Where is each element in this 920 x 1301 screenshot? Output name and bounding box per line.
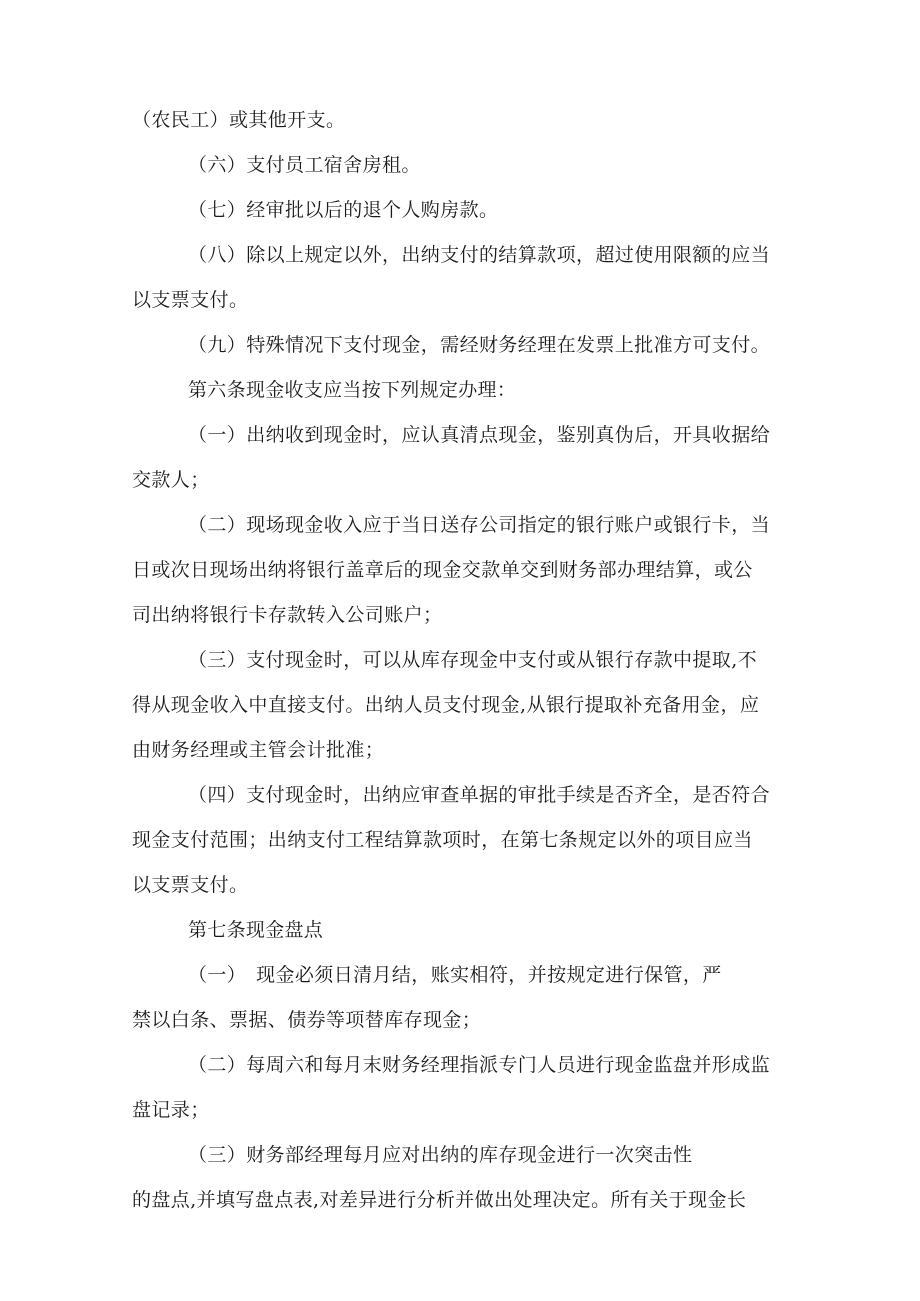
- text-line: （七）经审批以后的退个人购房款。: [188, 199, 499, 221]
- text-line: 以支票支付。: [132, 874, 249, 896]
- text-line: 司出纳将银行卡存款转入公司账户；: [132, 604, 443, 626]
- text-line: （六）支付员工宿舍房租。: [188, 154, 421, 176]
- section-heading: 第六条现金收支应当按下列规定办理：: [188, 379, 517, 401]
- text-line: （二）现场现金收入应于当日送存公司指定的银行账户或银行卡，当: [188, 514, 771, 536]
- text-line: 禁以白条、票据、债券等项替库存现金；: [132, 1009, 482, 1031]
- text-line: 得从现金收入中直接支付。出纳人员支付现金,从银行提取补充备用金，应: [132, 694, 760, 716]
- text-line: 盘记录；: [132, 1099, 210, 1121]
- text-line: （八）除以上规定以外，出纳支付的结算款项，超过使用限额的应当: [188, 244, 771, 266]
- text-line: （农民工）或其他开支。: [132, 109, 346, 131]
- text-line: 交款人；: [132, 469, 210, 491]
- text-line: （一） 现金必须日清月结，账实相符，并按规定进行保管，严: [188, 964, 722, 986]
- text-line: （四）支付现金时，出纳应审查单据的审批手续是否齐全，是否符合: [188, 784, 771, 806]
- text-line: （三）财务部经理每月应对出纳的库存现金进行一次突击性: [188, 1144, 693, 1166]
- text-line: 日或次日现场出纳将银行盖章后的现金交款单交到财务部办理结算，或公: [132, 559, 753, 581]
- text-line: 的盘点,并填写盘点表,对差异进行分析并做出处理决定。所有关于现金长: [132, 1189, 747, 1211]
- text-line: 现金支付范围；出纳支付工程结算款项时，在第七条规定以外的项目应当: [132, 829, 753, 851]
- text-line: （九）特殊情况下支付现金，需经财务经理在发票上批准方可支付。: [188, 334, 771, 356]
- section-heading: 第七条现金盘点: [188, 919, 324, 941]
- text-line: （三）支付现金时，可以从库存现金中支付或从银行存款中提取,不: [188, 649, 758, 671]
- text-line: 以支票支付。: [132, 289, 249, 311]
- text-line: （二）每周六和每月末财务经理指派专门人员进行现金监盘并形成监: [188, 1054, 771, 1076]
- text-line: 由财务经理或主管会计批准；: [132, 739, 385, 761]
- text-line: （一）出纳收到现金时，应认真清点现金，鉴别真伪后，开具收据给: [188, 424, 771, 446]
